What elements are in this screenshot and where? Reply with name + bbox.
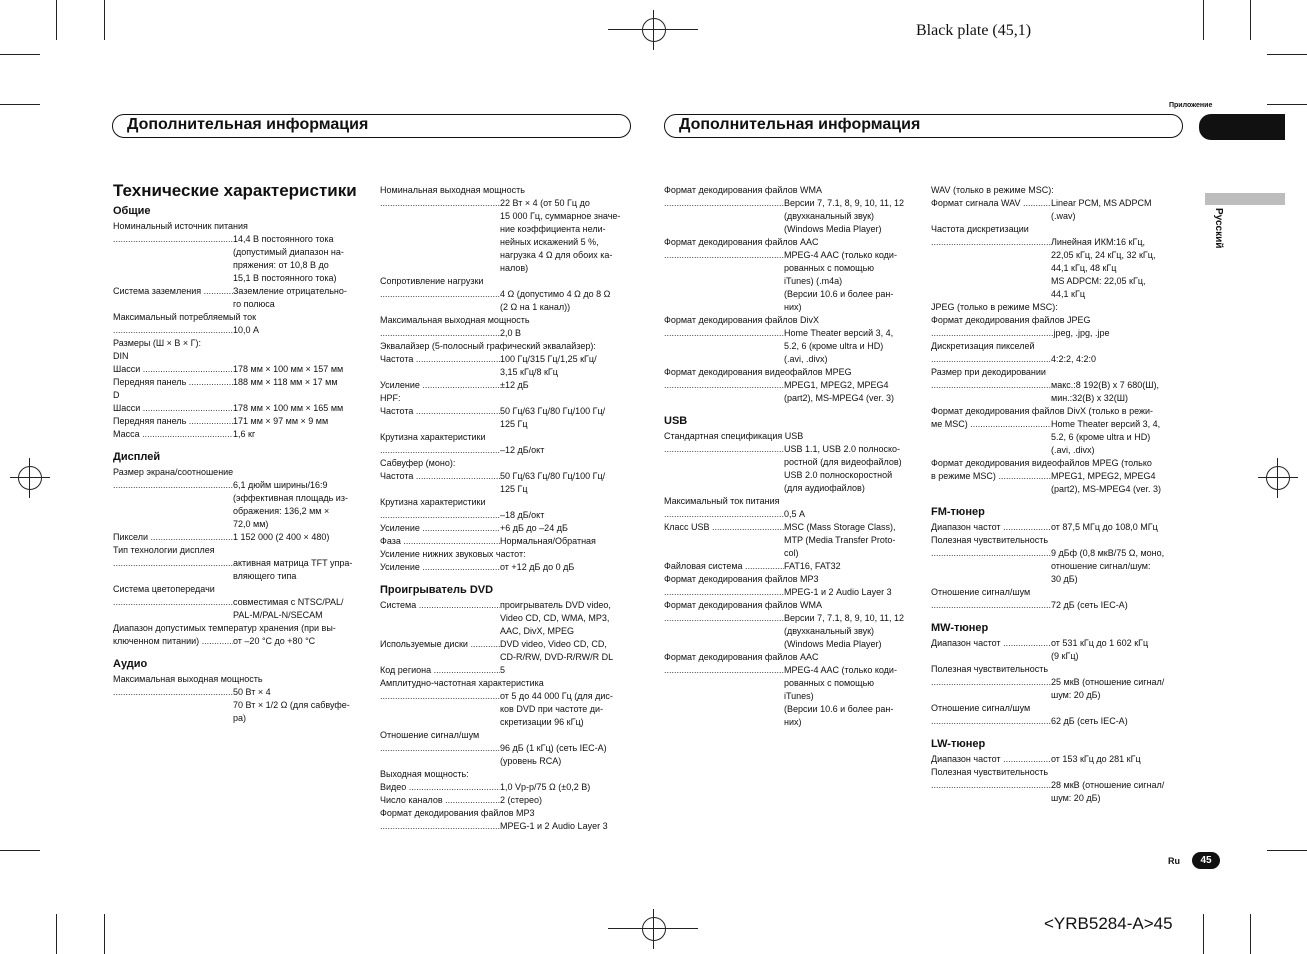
spec-key: Код региона ..... [380,664,500,677]
spec-row [380,353,630,379]
spec-key: ключенном питании) ..... [113,635,233,648]
spec-row [113,596,363,622]
spec-value: от –20 °C до +80 °C [233,636,316,646]
spec-value: MPEG-4 AAC (только коди- рованных с помощью iTunes) (.m4a) (Версии 10.6 и более ран- них) [784,250,897,312]
spec-value: 2,0 В [500,328,522,338]
spec-label: Тип технологии дисплея [113,545,215,555]
spec-value: 62 дБ (сеть IEC-A) [1051,716,1128,726]
spec-value: 178 мм × 100 мм × 157 мм [233,364,344,374]
spec-row [380,522,630,535]
spec-value: 72 дБ (сеть IEC-A) [1051,600,1128,610]
spec-label: Формат декодирования файлов DivX [664,315,819,325]
spec-row [380,327,630,340]
spec-row [931,547,1181,586]
spec-key: Диапазон частот ..... [931,521,1051,534]
spec-column-3 [664,184,916,729]
spec-key [113,686,233,725]
spec-label: DIN [113,351,129,361]
spec-key: Диапазон частот ..... [931,637,1051,663]
spec-value: Нормальная/Обратная [500,536,596,546]
spec-key [664,327,784,366]
spec-label: Стандартная спецификация USB [664,431,804,441]
spec-label: Формат декодирования файлов JPEG [931,315,1091,325]
crop-mark [104,914,105,954]
crop-mark [104,0,105,40]
spec-label: Формат декодирования файлов MP3 [380,808,535,818]
section-heading: FM-тюнер [931,506,985,518]
spec-row [931,197,1181,223]
spec-value: 4 Ω (допустимо 4 Ω до 8 Ω (2 Ω на 1 канал)) [500,289,611,312]
spec-key [380,444,500,457]
spec-label: Максимальная выходная мощность [113,674,263,684]
page-title: Технические характеристики [113,181,357,200]
spec-key: Усиление ..... [380,379,500,392]
spec-key: Передняя панель ..... [113,376,233,389]
spec-key: Частота ..... [380,405,500,431]
spec-label: D [113,390,120,400]
spec-label: Полезная чувствительность [931,535,1049,545]
spec-value: Home Theater версий 3, 4, 5.2, 6 (кроме ultra и HD) (.avi, .divx) [1051,419,1161,455]
spec-value: MPEG-1 и 2 Audio Layer 3 [500,821,608,831]
section-header-left [112,114,631,138]
spec-label: Формат декодирования файлов WMA [664,185,822,195]
spec-row [664,249,916,314]
spec-key: Передняя панель ..... [113,415,233,428]
spec-label: Формат декодирования видеофайлов MPEG (только [931,458,1152,468]
spec-key: Пиксели ..... [113,531,233,544]
spec-value: от 531 кГц до 1 602 кГц (9 кГц) [1051,638,1149,661]
spec-row [113,531,363,544]
spec-label: Отношение сигнал/шум [931,703,1031,713]
section-heading: MW-тюнер [931,622,989,634]
spec-key: Фаза ..... [380,535,500,548]
spec-key [931,547,1051,586]
spec-key [664,612,784,651]
spec-value: 6,1 дюйм ширины/16:9 (эффективная площадь из- ображения: 136,2 мм × 72,0 мм) [233,480,348,529]
registration-mark-icon [1266,466,1290,490]
spec-label: Дискретизация пикселей [931,341,1035,351]
spec-value: USB 1.1, USB 2.0 полноско- ростной (для видеофайлов) USB 2.0 полноскоростной (для аудиофайлов) [784,444,902,493]
spec-label: Формат декодирования видеофайлов MPEG [664,367,852,377]
spec-label: Отношение сигнал/шум [380,730,480,740]
spec-value: FAT16, FAT32 [784,561,841,571]
spec-label: Усиление нижних звуковых частот: [380,549,526,559]
spec-key [931,599,1051,612]
spec-value: 0,5 А [784,509,806,519]
crop-mark [1267,850,1307,851]
registration-mark-icon [18,466,42,490]
spec-row [380,781,630,794]
spec-key [113,233,233,285]
spec-row [931,379,1181,405]
spec-label: JPEG (только в режиме MSC): [931,302,1058,312]
spec-label: Сопротивление нагрузки [380,276,484,286]
plate-label: Black plate (45,1) [916,22,1032,39]
spec-row [380,444,630,457]
spec-row [664,664,916,729]
spec-label: Система цветопередачи [113,584,215,594]
spec-label: Номинальный источник питания [113,221,248,231]
section-header-right [664,114,1183,138]
spec-key [931,715,1051,728]
crop-mark [56,914,57,954]
spec-row [931,353,1181,366]
spec-label: Размер экрана/соотношение [113,467,234,477]
spec-value: 9 дБф (0,8 мкВ/75 Ω, моно, отношение сигнал/шум: 30 дБ) [1051,548,1165,584]
section-heading: Дисплей [113,451,161,463]
spec-key: Система заземления ..... [113,285,233,311]
spec-value: от +12 дБ до 0 дБ [500,562,575,572]
footer-lang: Ru [1168,856,1180,866]
spec-row [664,327,916,366]
spec-key: Видео ..... [380,781,500,794]
spec-row [113,415,363,428]
crop-mark [1203,914,1204,954]
spec-row [931,753,1181,766]
spec-value: Заземление отрицательно- го полюса [233,286,347,309]
spec-label: Номинальная выходная мощность [380,185,525,195]
spec-value: макс.:8 192(В) x 7 680(Ш), мин.:32(В) x 32(Ш) [1051,380,1160,403]
spec-key [664,379,784,405]
crop-mark [0,850,40,851]
spec-row [113,324,363,337]
spec-row [664,508,916,521]
section-heading: Аудио [113,658,148,670]
spec-label: Формат декодирования файлов MP3 [664,574,819,584]
spec-row [113,428,363,441]
spec-label: Полезная чувствительность [931,767,1049,777]
section-header-title: Дополнительная информация [679,116,921,133]
spec-label: Максимальная выходная мощность [380,315,530,325]
spec-key [931,676,1051,702]
section-heading: USB [664,415,688,427]
spec-row [380,599,630,638]
spec-value: от 5 до 44 000 Гц (для дис- ков DVD при частоте ди- скретизации 96 кГц) [500,691,613,727]
spec-row [113,686,363,725]
spec-row [931,779,1181,805]
spec-row [931,470,1181,496]
spec-key: Частота ..... [380,470,500,496]
spec-key: в режиме MSC) ..... [931,470,1051,496]
spec-row [113,557,363,583]
spec-value: 2 (стерео) [500,795,543,805]
spec-row [664,586,916,599]
spec-row [380,561,630,574]
spec-value: 50 Вт × 4 70 Вт × 1/2 Ω (для сабвуфе- ра) [233,687,350,723]
spec-value: ±12 дБ [500,380,529,390]
spec-key [931,236,1051,301]
spec-label: Диапазон допустимых температур хранения (при вы- [113,623,336,633]
spec-label: Формат декодирования файлов AAC [664,652,819,662]
spec-key [380,690,500,729]
spec-row [931,418,1181,457]
spec-key [664,197,784,236]
spec-row [113,402,363,415]
spec-value: 50 Гц/63 Гц/80 Гц/100 Гц/ 125 Гц [500,406,606,429]
spec-row [664,521,916,560]
spec-value: 178 мм × 100 мм × 165 мм [233,403,344,413]
spec-value: от 87,5 МГц до 108,0 МГц [1051,522,1158,532]
spec-value: от 153 кГц до 281 кГц [1051,754,1141,764]
spec-key: Система ..... [380,599,500,638]
crop-mark [1267,104,1307,105]
spec-row [931,327,1181,340]
registration-mark-icon [642,18,666,42]
spec-key: Шасси ..... [113,402,233,415]
spec-key [113,557,233,583]
spec-value: 1,6 кг [233,429,256,439]
spec-key: Формат сигнала WAV ..... [931,197,1051,223]
spec-label: Сабвуфер (моно): [380,458,456,468]
spec-key: Частота ..... [380,353,500,379]
spec-value: +6 дБ до –24 дБ [500,523,568,533]
spec-key: Используемые диски ..... [380,638,500,664]
spec-row [664,197,916,236]
language-tab-bar [1199,114,1285,140]
spec-key: Число каналов ..... [380,794,500,807]
spec-column-2 [380,184,630,833]
crop-mark [608,29,698,30]
spec-key [664,249,784,314]
section-heading: Проигрыватель DVD [380,584,494,596]
spec-row [380,470,630,496]
spec-row [664,443,916,495]
page-number: 45 [1192,852,1220,869]
spec-key [380,197,500,275]
crop-mark [1250,0,1251,40]
spec-value: активная матрица TFT упра- вляющего типа [233,558,353,581]
spec-key [664,664,784,729]
spec-value: Linear PCM, MS ADPCM (.wav) [1051,198,1152,221]
spec-value: 10,0 А [233,325,260,335]
spec-key [931,327,1051,340]
spec-label: Эквалайзер (5-полосный графический эквалайзер): [380,341,596,351]
spec-value: 188 мм × 118 мм × 17 мм [233,377,338,387]
spec-row [931,637,1181,663]
appendix-label: Приложение [1169,102,1213,109]
spec-value: –12 дБ/окт [500,445,545,455]
spec-key [113,479,233,531]
spec-row [113,233,363,285]
spec-value: MPEG1, MPEG2, MPEG4 (part2), MS-MPEG4 (ver. 3) [1051,471,1162,494]
spec-label: HPF: [380,393,401,403]
spec-label: WAV (только в режиме MSC): [931,185,1054,195]
spec-row [113,376,363,389]
spec-row [664,560,916,573]
spec-key: Диапазон частот ..... [931,753,1051,766]
spec-label: Выходная мощность: [380,769,469,779]
spec-key [380,327,500,340]
spec-value: DVD video, Video CD, CD, CD-R/RW, DVD-R/RW/R DL [500,639,614,662]
spec-label: Отношение сигнал/шум [931,587,1031,597]
spec-value: Версии 7, 7.1, 8, 9, 10, 11, 12 (двухканальный звук) (Windows Media Player) [784,613,904,649]
crop-mark [0,104,40,105]
spec-row [931,236,1181,301]
spec-row [380,664,630,677]
spec-key: Класс USB ..... [664,521,784,560]
spec-key [380,509,500,522]
spec-value: 22 Вт × 4 (от 50 Гц до 15 000 Гц, суммарное значе- ние коэффициента нели- нейных искажений 5 %, нагрузка 4 Ω для обоих ка- налов) [500,198,621,273]
spec-key [664,443,784,495]
spec-value: 50 Гц/63 Гц/80 Гц/100 Гц/ 125 Гц [500,471,606,494]
spec-value: .jpeg, .jpg, .jpe [1051,328,1110,338]
spec-row [113,285,363,311]
section-heading: LW-тюнер [931,738,986,750]
spec-value: –18 дБ/окт [500,510,545,520]
spec-value: MPEG1, MPEG2, MPEG4 (part2), MS-MPEG4 (ver. 3) [784,380,895,403]
spec-label: Формат декодирования файлов DivX (только в режи- [931,406,1154,416]
spec-label: Частота дискретизации [931,224,1029,234]
spec-row [380,197,630,275]
spec-label: Формат декодирования файлов AAC [664,237,819,247]
spec-value: Home Theater версий 3, 4, 5.2, 6 (кроме ultra и HD) (.avi, .divx) [784,328,894,364]
spec-key [113,324,233,337]
spec-value: 1,0 Vp-p/75 Ω (±0,2 В) [500,782,591,792]
spec-key [380,742,500,768]
spec-key [664,586,784,599]
spec-value: 14,4 В постоянного тока (допустимый диапазон на- пряжения: от 10,8 В до 15,1 В постоянного тока) [233,234,344,283]
spec-row [931,715,1181,728]
spec-value: Линейная ИКМ:16 кГц, 22,05 кГц, 24 кГц, 32 кГц, 44,1 кГц, 48 кГц MS ADPCM: 22,05 кГц, 44,1 кГц [1051,237,1156,299]
spec-value: 96 дБ (1 кГц) (сеть IEC-A) (уровень RCA) [500,743,607,766]
spec-label: Крутизна характеристики [380,432,486,442]
spec-row [931,521,1181,534]
spec-row [664,379,916,405]
spec-row [380,794,630,807]
spec-row [931,599,1181,612]
spec-value: MSC (Mass Storage Class), MTP (Media Transfer Proto- col) [784,522,896,558]
spec-row [380,820,630,833]
crop-mark [608,928,698,929]
spec-label: Формат декодирования файлов WMA [664,600,822,610]
crop-mark [56,0,57,40]
spec-row [113,635,363,648]
crop-mark [1250,914,1251,954]
spec-row [380,379,630,392]
spec-value: 1 152 000 (2 400 × 480) [233,532,330,542]
spec-row [380,405,630,431]
spec-key: Файловая система ..... [664,560,784,573]
spec-value: 25 мкВ (отношение сигнал/ шум: 20 дБ) [1051,677,1165,700]
spec-label: Максимальный ток питания [664,496,780,506]
spec-row [931,676,1181,702]
spec-key [380,288,500,314]
spec-key: Шасси ..... [113,363,233,376]
spec-key [113,596,233,622]
spec-key [931,379,1051,405]
registration-mark-icon [642,917,666,941]
spec-column-1 [113,181,363,725]
spec-row [380,535,630,548]
spec-value: 4:2:2, 4:2:0 [1051,354,1097,364]
spec-value: 100 Гц/315 Гц/1,25 кГц/ 3,15 кГц/8 кГц [500,354,597,377]
spec-key: Масса ..... [113,428,233,441]
spec-row [380,742,630,768]
spec-value: MPEG-4 AAC (только коди- рованных с помощью iTunes) (Версии 10.6 и более ран- них) [784,665,897,727]
language-tab [1205,193,1285,205]
spec-row [113,479,363,531]
spec-row [664,612,916,651]
spec-label: Размер при декодировании [931,367,1046,377]
spec-key: Усиление ..... [380,522,500,535]
crop-mark [1267,54,1307,55]
spec-value: 5 [500,665,506,675]
crop-mark [0,54,40,55]
spec-row [380,509,630,522]
spec-label: Полезная чувствительность [931,664,1049,674]
spec-row [113,363,363,376]
spec-label: Размеры (Ш × В × Г): [113,338,202,348]
spec-label: Крутизна характеристики [380,497,486,507]
spec-key: Усиление ..... [380,561,500,574]
section-header-title: Дополнительная информация [127,116,369,133]
crop-mark [1203,0,1204,40]
spec-value: 28 мкВ (отношение сигнал/ шум: 20 дБ) [1051,780,1165,803]
language-label: Русский [1213,208,1224,249]
doc-code: <YRB5284-A>45 [1044,914,1173,933]
spec-key [931,779,1051,805]
spec-column-4 [931,184,1181,805]
spec-key [664,508,784,521]
spec-row [380,638,630,664]
spec-label: Максимальный потребляемый ток [113,312,257,322]
spec-value: 171 мм × 97 мм × 9 мм [233,416,329,426]
spec-row [380,690,630,729]
spec-value: проигрыватель DVD video, Video CD, CD, WMA, MP3, AAC, DivX, MPEG [500,600,611,636]
spec-value: совместимая с NTSC/PAL/ PAL-M/PAL-N/SECAM [233,597,344,620]
section-heading: Общие [113,205,151,217]
spec-value: MPEG-1 и 2 Audio Layer 3 [784,587,892,597]
spec-key: ме MSC) ..... [931,418,1051,457]
spec-key [931,353,1051,366]
spec-label: Амплитудно-частотная характеристика [380,678,544,688]
spec-row [380,288,630,314]
spec-value: Версии 7, 7.1, 8, 9, 10, 11, 12 (двухканальный звук) (Windows Media Player) [784,198,904,234]
spec-key [380,820,500,833]
